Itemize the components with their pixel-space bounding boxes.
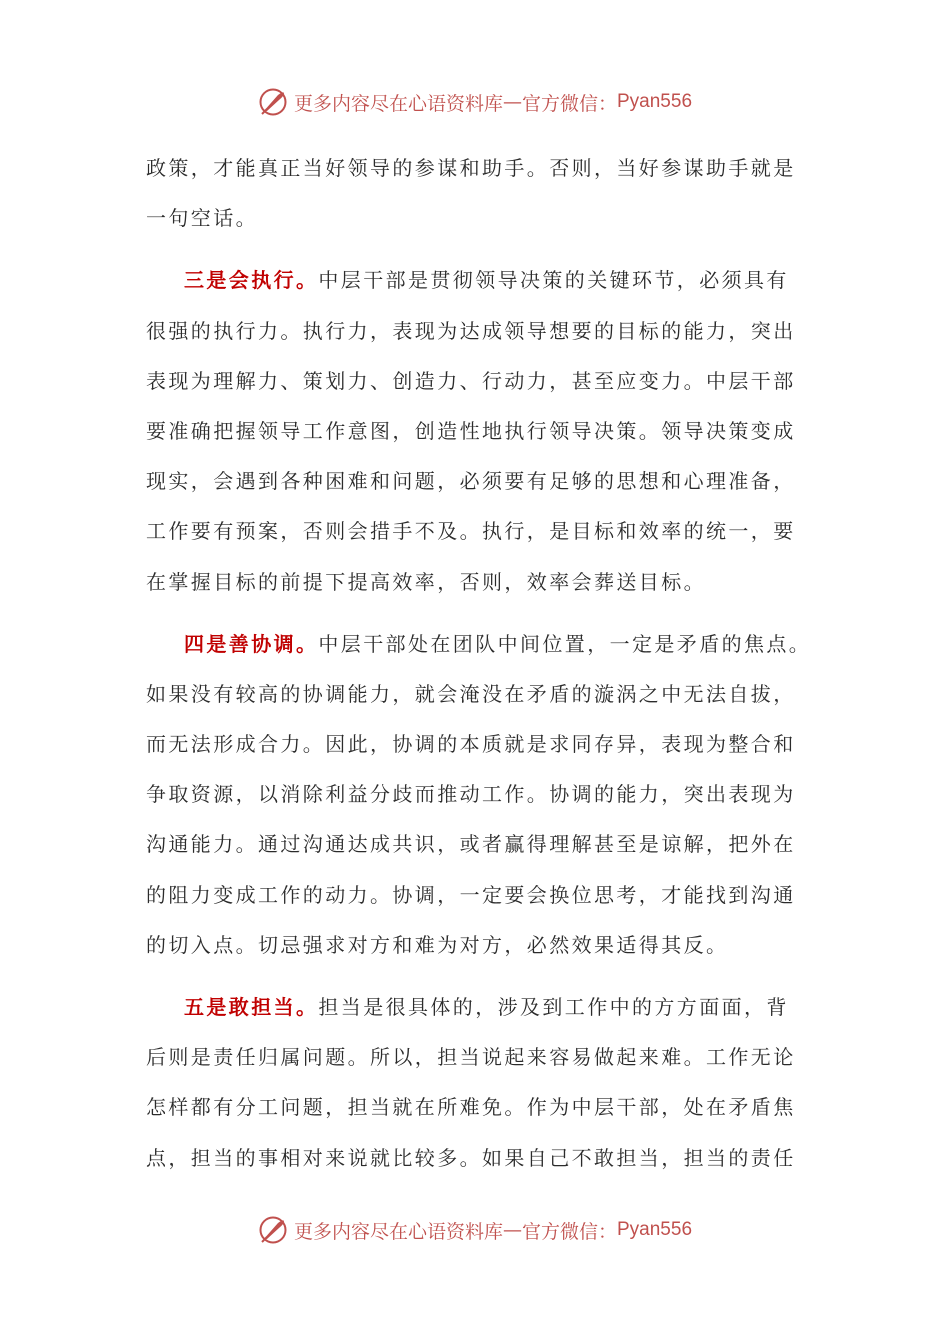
text-fragment: 中层干部是贯彻领导决策的关键环节，必须具有 bbox=[318, 268, 789, 293]
banner-wechat-label: 官方微信： bbox=[521, 92, 617, 115]
text-line: 如果没有较高的协调能力，就会淹没在矛盾的漩涡之中无法自拔， bbox=[146, 681, 796, 706]
lead-phrase: 四是善协调。 bbox=[184, 631, 319, 656]
text-fragment: 担当是很具体的，涉及到工作中的方方面面，背 bbox=[318, 995, 789, 1019]
text-line: 表现为理解力、策划力、创造力、行动力，甚至应变力。中层干部 bbox=[146, 368, 796, 393]
paragraph-2 bbox=[146, 255, 826, 606]
text-line: 在掌握目标的前提下提高效率，否则，效率会葬送目标。 bbox=[146, 569, 706, 594]
banner-brand: 更多内容尽在心语资料库 bbox=[293, 1220, 503, 1243]
text-line bbox=[146, 982, 826, 1032]
text-line: 工作要有预案，否则会措手不及。执行，是目标和效率的统一，要 bbox=[146, 519, 796, 544]
text-line: 一句空话。 bbox=[146, 206, 258, 231]
banner-brand: 更多内容尽在心语资料库 bbox=[293, 92, 503, 115]
quill-logo-icon bbox=[258, 1215, 288, 1245]
text-line: 现实，会遇到各种困难和问题，必须要有足够的思想和心理准备， bbox=[146, 469, 796, 494]
text-line: 而无法形成合力。因此，协调的本质就是求同存异，表现为整合和 bbox=[146, 732, 796, 757]
banner-separator: — bbox=[502, 91, 522, 113]
text-line: 怎样都有分工问题，担当就在所难免。作为中层干部，处在矛盾焦 bbox=[146, 1095, 796, 1120]
banner-wechat-label: 官方微信： bbox=[521, 1220, 617, 1243]
quill-logo-icon bbox=[258, 87, 288, 117]
paragraph-4 bbox=[146, 982, 826, 1183]
text-line: 点，担当的事相对来说就比较多。如果自己不敢担当，担当的责任 bbox=[146, 1145, 796, 1170]
text-line bbox=[146, 619, 826, 669]
text-line: 的切入点。切忌强求对方和难为对方，必然效果适得其反。 bbox=[146, 932, 729, 957]
paragraph-1 bbox=[146, 143, 826, 243]
footer-banner bbox=[0, 1210, 950, 1250]
text-line: 很强的执行力。执行力，表现为达成领导想要的目标的能力，突出 bbox=[146, 318, 796, 343]
text-line: 政策，才能真正当好领导的参谋和助手。否则，当好参谋助手就是 bbox=[146, 156, 796, 180]
text-line: 后则是责任归属问题。所以，担当说起来容易做起来难。工作无论 bbox=[146, 1045, 796, 1070]
text-line: 的阻力变成工作的动力。协调，一定要会换位思考，才能找到沟通 bbox=[146, 882, 796, 907]
text-line: 要准确把握领导工作意图，创造性地执行领导决策。领导决策变成 bbox=[146, 418, 796, 443]
lead-phrase: 三是会执行。 bbox=[184, 268, 319, 293]
text-line: 沟通能力。通过沟通达成共识，或者赢得理解甚至是谅解，把外在 bbox=[146, 832, 796, 857]
text-line: 争取资源，以消除利益分歧而推动工作。协调的能力，突出表现为 bbox=[146, 782, 796, 807]
document-body bbox=[146, 143, 826, 1195]
text-fragment: 中层干部处在团队中间位置，一定是矛盾的焦点。 bbox=[318, 631, 812, 656]
text-line bbox=[146, 255, 826, 305]
paragraph-3 bbox=[146, 619, 826, 970]
banner-separator: — bbox=[502, 1219, 522, 1241]
banner-handle: Pyan556 bbox=[617, 91, 693, 112]
banner-handle: Pyan556 bbox=[617, 1219, 693, 1240]
lead-phrase: 五是敢担当。 bbox=[184, 995, 319, 1019]
header-banner bbox=[0, 82, 950, 122]
